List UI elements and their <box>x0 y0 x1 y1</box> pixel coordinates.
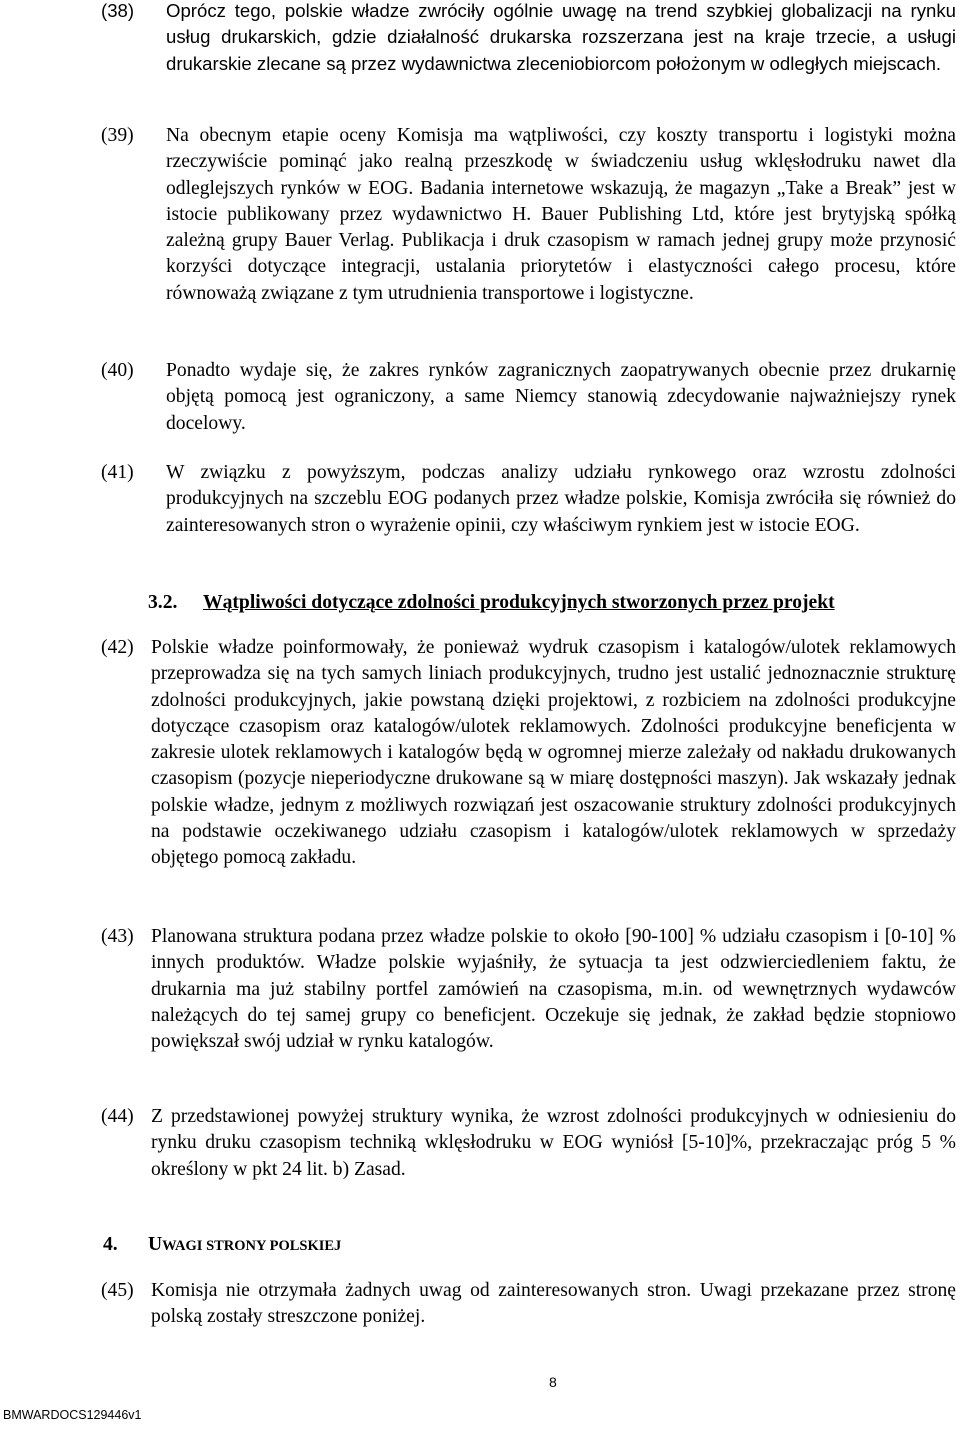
section-heading-3-2 <box>148 590 835 616</box>
paragraph-number: (40) <box>101 360 134 381</box>
paragraph-number: (45) <box>101 1280 134 1301</box>
section-number: 4. <box>103 1234 118 1255</box>
section-heading-4 <box>103 1232 342 1258</box>
section-number: 3.2. <box>148 592 178 613</box>
paragraph-number: (39) <box>101 125 134 146</box>
paragraph-text: Z przedstawionej powyżej struktury wynika, że wzrost zdolności produkcyjnych w odniesieniu do rynku druku czasopism techniką wklęsłodruku w EOG wyniósł [5-10]%, przekraczając próg 5 % określony w pkt 24 lit. b) Zasad. <box>151 1106 956 1180</box>
paragraph-text: Na obecnym etapie oceny Komisja ma wątpliwości, czy koszty transportu i logistyki można rzeczywiście pominąć jako realną przeszkodę w świadczeniu usług wklęsłodruku nawet dla odleglejszych rynków w EOG. Badania internetowe wskazują, że magazyn „Take a Break” jest w istocie publikowany przez wydawnictwo H. Bauer Publishing Ltd, które jest brytyjską spółką zależną grupy Bauer Verlag. Publikacja i druk czasopism w ramach jednej grupy może przynosić korzyści dotyczące integracji, ustalania priorytetów i elastyczności całego procesu, które równoważą związane z tym utrudnienia transportowe i logistyczne. <box>166 125 956 304</box>
paragraph-number: (42) <box>101 637 134 658</box>
paragraph-text: Komisja nie otrzymała żadnych uwag od zainteresowanych stron. Uwagi przekazane przez stronę polską zostały streszczone poniżej. <box>151 1280 956 1328</box>
page-number: 8 <box>549 1374 557 1390</box>
paragraph-text: Oprócz tego, polskie władze zwróciły ogólnie uwagę na trend szybkiej globalizacji na rynku usług drukarskich, gdzie działalność drukarska rozszerzana jest na kraje trzecie, a usługi drukarskie zlecane są przez wydawnictwa zleceniobiorcom położonym w odległych miejscach. <box>166 0 956 74</box>
paragraph-number: (38) <box>101 0 135 21</box>
paragraph-text: Planowana struktura podana przez władze polskie to około [90-100] % udziału czasopism i [0-10] % innych produktów. Władze polskie wyjaśniły, że sytuacja ta jest odzwierciedleniem faktu, że drukarnia ma już stabilny portfel zamówień na czasopisma, m.in. od wewnętrznych wydawców należących do tej samej grupy co beneficjent. Oczekuje się jednak, że zakład będzie stopniowo powiększał swój udział w rynku katalogów. <box>151 926 956 1053</box>
section-title: UWAGI STRONY POLSKIEJ <box>148 1234 342 1255</box>
paragraph-text: Polskie władze poinformowały, że ponieważ wydruk czasopism i katalogów/ulotek reklamowych przeprowadza się na tych samych liniach produkcyjnych, trudno jest ustalić jednoznacznie strukturę zdolności produkcyjnych, jakie powstaną dzięki projektowi, z rozbiciem na zdolności produkcyjne dotyczące czasopism oraz katalogów/ulotek reklamowych. Zdolności produkcyjne beneficjenta w zakresie ulotek reklamowych i katalogów będą w ogromnej mierze zależały od nakładu drukowanych czasopism (pozycje nieperiodyczne drukowane są w miarę dostępności maszyn). Jak wskazały jednak polskie władze, jednym z możliwych rozwiązań jest oszacowanie struktury zdolności produkcyjnych na podstawie oczekiwanego udziału czasopism i katalogów/ulotek reklamowych w sprzedaży objętego pomocą zakładu. <box>151 637 956 869</box>
paragraph-number: (43) <box>101 926 134 947</box>
paragraph-text: Ponadto wydaje się, że zakres rynków zagranicznych zaopatrywanych obecnie przez drukarnię objętą pomocą jest ograniczony, a same Niemcy stanowią zdecydowanie najważniejszy rynek docelowy. <box>166 360 956 434</box>
paragraph-text: W związku z powyższym, podczas analizy udziału rynkowego oraz wzrostu zdolności produkcyjnych na szczeblu EOG podanych przez władze polskie, Komisja zwróciła się również do zainteresowanych stron o wyrażenie opinii, czy właściwym rynkiem jest w istocie EOG. <box>166 462 956 536</box>
paragraph-number: (41) <box>101 462 134 483</box>
paragraph-number: (44) <box>101 1106 134 1127</box>
section-title: Wątpliwości dotyczące zdolności produkcyjnych stworzonych przez projekt <box>203 592 835 613</box>
footer-doc-code: BMWARDOCS129446v1 <box>3 1408 142 1422</box>
